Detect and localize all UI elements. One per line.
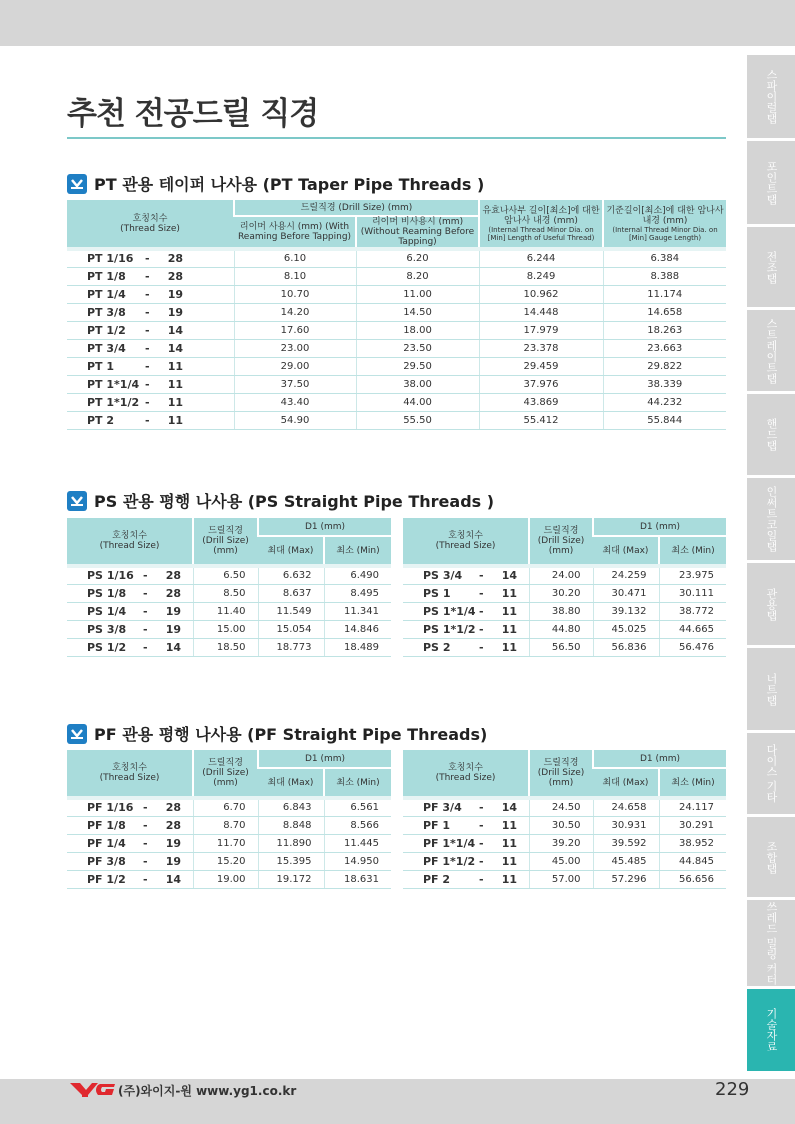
gauge-minor-dia-cell: 14.658: [603, 303, 726, 321]
thread-size-cell: PF 1*1/4 - 11: [403, 834, 529, 852]
table-row: [67, 638, 391, 656]
gauge-minor-dia-cell: 6.384: [603, 249, 726, 267]
reaming-drill-cell: 14.20: [234, 303, 356, 321]
table-row: [403, 584, 726, 602]
d1-max-cell: 6.843: [258, 798, 324, 816]
d1-min-cell: 14.950: [324, 852, 391, 870]
d1-min-cell: 30.291: [659, 816, 726, 834]
reaming-drill-cell: 37.50: [234, 375, 356, 393]
useful-minor-dia-cell: 8.249: [479, 267, 603, 285]
useful-minor-dia-cell: 29.459: [479, 357, 603, 375]
thread-size-cell: PS 1*1/4 - 11: [403, 602, 529, 620]
table-row: [67, 870, 391, 888]
section-arrow-icon: [67, 174, 87, 194]
drill-size-cell: 11.40: [193, 602, 258, 620]
d1-max-cell: 11.890: [258, 834, 324, 852]
useful-minor-dia-cell: 43.869: [479, 393, 603, 411]
without-reaming-header: 리이머 비사용시 (mm) (Without Reaming Before Tapping): [356, 216, 479, 249]
pt-section-heading: [67, 172, 484, 195]
reaming-drill-cell: 10.70: [234, 285, 356, 303]
side-tab-label: 관용탭: [765, 587, 778, 621]
max-header: 최대 (Max): [258, 536, 324, 566]
ps-table-left: [67, 518, 391, 657]
table-row: [67, 411, 726, 429]
min-header: 최소 (Min): [324, 536, 391, 566]
table-row: [67, 620, 391, 638]
useful-minor-dia-cell: 23.378: [479, 339, 603, 357]
thread-size-cell: PF 1 - 11: [403, 816, 529, 834]
thread-size-cell: PS 2 - 11: [403, 638, 529, 656]
d1-max-cell: 45.485: [593, 852, 659, 870]
d1-max-cell: 18.773: [258, 638, 324, 656]
thread-size-cell: PT 1/8 - 28: [67, 267, 234, 285]
thread-size-cell: PS 1/2 - 14: [67, 638, 193, 656]
thread-size-cell: PF 2 - 11: [403, 870, 529, 888]
reaming-drill-cell: 43.40: [234, 393, 356, 411]
no-reaming-drill-cell: 23.50: [356, 339, 479, 357]
min-header: 최소 (Min): [659, 536, 726, 566]
no-reaming-drill-cell: 55.50: [356, 411, 479, 429]
side-tab-label: 스트레이트탭: [765, 317, 778, 384]
no-reaming-drill-cell: 44.00: [356, 393, 479, 411]
drill-size-header: 드릴직경 (Drill Size) (mm): [529, 518, 593, 566]
ps-section-heading: [67, 489, 494, 512]
thread-size-header: 호칭치수 (Thread Size): [67, 750, 193, 798]
side-tab-6[interactable]: [747, 478, 795, 560]
thread-size-cell: PS 1/4 - 19: [67, 602, 193, 620]
reaming-drill-cell: 8.10: [234, 267, 356, 285]
max-header: 최대 (Max): [258, 768, 324, 798]
d1-min-cell: 56.476: [659, 638, 726, 656]
thread-size-cell: PT 2 - 11: [67, 411, 234, 429]
thread-size-cell: PF 1/16 - 28: [67, 798, 193, 816]
thread-size-cell: PT 1/4 - 19: [67, 285, 234, 303]
side-tab-5[interactable]: [747, 394, 795, 475]
thread-size-cell: PS 3/8 - 19: [67, 620, 193, 638]
d1-min-cell: 23.975: [659, 566, 726, 584]
thread-size-cell: PF 1*1/2 - 11: [403, 852, 529, 870]
d1-min-cell: 44.665: [659, 620, 726, 638]
pt-table: [67, 200, 726, 430]
table-row: [67, 584, 391, 602]
gauge-minor-dia-cell: 11.174: [603, 285, 726, 303]
table-row: [67, 249, 726, 267]
table-row: [403, 798, 726, 816]
drill-size-cell: 15.20: [193, 852, 258, 870]
side-tab-label: 핸드탭: [765, 418, 778, 451]
d1-max-cell: 57.296: [593, 870, 659, 888]
top-bar: [0, 0, 795, 46]
table-row: [67, 285, 726, 303]
drill-size-cell: 38.80: [529, 602, 593, 620]
side-tab-7[interactable]: [747, 563, 795, 645]
table-row: [67, 393, 726, 411]
d1-max-cell: 19.172: [258, 870, 324, 888]
d1-header: D1 (mm): [258, 518, 391, 536]
side-tab-8[interactable]: [747, 648, 795, 730]
title-rule: [67, 137, 726, 139]
useful-minor-dia-cell: 14.448: [479, 303, 603, 321]
thread-size-cell: PS 1*1/2 - 11: [403, 620, 529, 638]
useful-minor-dia-cell: 17.979: [479, 321, 603, 339]
drill-size-cell: 39.20: [529, 834, 593, 852]
d1-min-cell: 11.341: [324, 602, 391, 620]
thread-size-header: 호칭치수 (Thread Size): [67, 200, 234, 249]
drill-size-header: 드릴직경 (Drill Size) (mm): [193, 518, 258, 566]
side-tab-label: 포인트탭: [765, 160, 778, 205]
table-row: [67, 798, 391, 816]
max-header: 최대 (Max): [593, 768, 659, 798]
gauge-minor-dia-cell: 23.663: [603, 339, 726, 357]
d1-max-cell: 15.395: [258, 852, 324, 870]
table-row: [403, 852, 726, 870]
table-row: [67, 602, 391, 620]
drill-size-header: 드릴직경 (Drill Size) (mm): [193, 750, 258, 798]
d1-max-cell: 30.931: [593, 816, 659, 834]
reaming-drill-cell: 23.00: [234, 339, 356, 357]
drill-size-cell: 6.50: [193, 566, 258, 584]
thread-size-cell: PT 1 - 11: [67, 357, 234, 375]
drill-size-cell: 18.50: [193, 638, 258, 656]
side-tab-11[interactable]: [747, 900, 795, 986]
side-tab-label: 인써트코일탭: [765, 486, 778, 552]
reaming-drill-cell: 54.90: [234, 411, 356, 429]
drill-size-header: 드릴직경 (Drill Size) (mm): [529, 750, 593, 798]
table-row: [403, 816, 726, 834]
table-row: [67, 834, 391, 852]
thread-size-cell: PF 1/8 - 28: [67, 816, 193, 834]
thread-size-cell: PT 3/8 - 19: [67, 303, 234, 321]
d1-min-cell: 18.631: [324, 870, 391, 888]
table-row: [67, 303, 726, 321]
table-row: [403, 602, 726, 620]
no-reaming-drill-cell: 6.20: [356, 249, 479, 267]
drill-size-cell: 30.20: [529, 584, 593, 602]
pf-section-heading: [67, 722, 487, 745]
gauge-minor-dia-cell: 38.339: [603, 375, 726, 393]
d1-min-cell: 8.495: [324, 584, 391, 602]
drill-size-cell: 56.50: [529, 638, 593, 656]
thread-size-cell: PT 1*1/4 - 11: [67, 375, 234, 393]
thread-size-cell: PT 1*1/2 - 11: [67, 393, 234, 411]
side-tab-9[interactable]: [747, 733, 795, 814]
reaming-drill-cell: 17.60: [234, 321, 356, 339]
yg1-logo-icon: [68, 1081, 116, 1099]
thread-size-cell: PF 1/2 - 14: [67, 870, 193, 888]
d1-max-cell: 39.592: [593, 834, 659, 852]
d1-min-cell: 44.845: [659, 852, 726, 870]
page-title: 추천 전공드릴 직경: [67, 96, 319, 132]
table-row: [67, 321, 726, 339]
d1-max-cell: 11.549: [258, 602, 324, 620]
reaming-drill-cell: 29.00: [234, 357, 356, 375]
no-reaming-drill-cell: 8.20: [356, 267, 479, 285]
drill-size-cell: 11.70: [193, 834, 258, 852]
d1-max-cell: 8.848: [258, 816, 324, 834]
no-reaming-drill-cell: 38.00: [356, 375, 479, 393]
thread-size-cell: PS 1/8 - 28: [67, 584, 193, 602]
page-number: 229: [715, 1079, 750, 1100]
table-row: [403, 638, 726, 656]
drill-size-cell: 57.00: [529, 870, 593, 888]
table-row: [67, 339, 726, 357]
thread-size-cell: PS 3/4 - 14: [403, 566, 529, 584]
side-tab-label: 기술자료: [765, 1008, 778, 1052]
drill-size-cell: 8.70: [193, 816, 258, 834]
thread-size-cell: PF 3/4 - 14: [403, 798, 529, 816]
d1-min-cell: 24.117: [659, 798, 726, 816]
d1-max-cell: 30.471: [593, 584, 659, 602]
min-header: 최소 (Min): [324, 768, 391, 798]
no-reaming-drill-cell: 29.50: [356, 357, 479, 375]
table-row: [403, 566, 726, 584]
footer-company: (주)와이지-원 www.yg1.co.kr: [118, 1084, 297, 1098]
side-tab-12[interactable]: [747, 989, 795, 1071]
side-tab-label: 다이스 기타: [765, 744, 778, 803]
max-header: 최대 (Max): [593, 536, 659, 566]
side-tab-4[interactable]: [747, 310, 795, 391]
with-reaming-header: 리이머 사용시 (mm) (With Reaming Before Tapping): [234, 216, 356, 249]
no-reaming-drill-cell: 14.50: [356, 303, 479, 321]
gauge-minor-dia-cell: 29.822: [603, 357, 726, 375]
side-tab-1[interactable]: [747, 55, 795, 138]
table-row: [67, 816, 391, 834]
table-row: [403, 620, 726, 638]
thread-size-cell: PS 1 - 11: [403, 584, 529, 602]
d1-min-cell: 8.566: [324, 816, 391, 834]
table-row: [403, 834, 726, 852]
table-row: [67, 566, 391, 584]
drill-size-cell: 24.50: [529, 798, 593, 816]
d1-min-cell: 6.561: [324, 798, 391, 816]
drill-size-cell: 8.50: [193, 584, 258, 602]
d1-header: D1 (mm): [593, 518, 726, 536]
gauge-length-header: 기준길이[최소]에 대한 암나사 내경 (mm) (Internal Thread Minor Dia. on [Min] Gauge Length): [603, 200, 726, 249]
side-tab-label: 쓰레드 밀링 커터: [765, 901, 778, 985]
useful-minor-dia-cell: 37.976: [479, 375, 603, 393]
drill-size-cell: 44.80: [529, 620, 593, 638]
thread-size-cell: PS 1/16 - 28: [67, 566, 193, 584]
d1-max-cell: 56.836: [593, 638, 659, 656]
pf-table-right: [403, 750, 726, 889]
d1-min-cell: 38.772: [659, 602, 726, 620]
side-tab-10[interactable]: [747, 817, 795, 897]
no-reaming-drill-cell: 18.00: [356, 321, 479, 339]
d1-max-cell: 8.637: [258, 584, 324, 602]
pf-table-left: [67, 750, 391, 889]
thread-size-header: 호칭치수 (Thread Size): [403, 518, 529, 566]
d1-header: D1 (mm): [258, 750, 391, 768]
thread-size-cell: PF 3/8 - 19: [67, 852, 193, 870]
d1-min-cell: 18.489: [324, 638, 391, 656]
useful-minor-dia-cell: 6.244: [479, 249, 603, 267]
side-tab-3[interactable]: [747, 227, 795, 307]
useful-length-header: 유효나사부 길이[최소]에 대한 암나사 내경 (mm) (Internal Thread Minor Dia. on [Min] Length of Useful Thread): [479, 200, 603, 249]
gauge-minor-dia-cell: 55.844: [603, 411, 726, 429]
d1-min-cell: 38.952: [659, 834, 726, 852]
d1-min-cell: 11.445: [324, 834, 391, 852]
d1-min-cell: 30.111: [659, 584, 726, 602]
d1-max-cell: 24.658: [593, 798, 659, 816]
drill-size-cell: 6.70: [193, 798, 258, 816]
ps-table-right: [403, 518, 726, 657]
thread-size-header: 호칭치수 (Thread Size): [403, 750, 529, 798]
d1-max-cell: 6.632: [258, 566, 324, 584]
thread-size-cell: PT 1/16 - 28: [67, 249, 234, 267]
reaming-drill-cell: 6.10: [234, 249, 356, 267]
table-row: [67, 357, 726, 375]
table-row: [67, 375, 726, 393]
d1-max-cell: 45.025: [593, 620, 659, 638]
section-arrow-icon: [67, 724, 87, 744]
drill-size-cell: 45.00: [529, 852, 593, 870]
table-row: [67, 267, 726, 285]
side-tab-label: 너트탭: [765, 672, 778, 706]
side-tab-label: 스파이럴탭: [765, 69, 778, 124]
useful-minor-dia-cell: 10.962: [479, 285, 603, 303]
table-row: [67, 852, 391, 870]
drill-size-cell: 19.00: [193, 870, 258, 888]
useful-minor-dia-cell: 55.412: [479, 411, 603, 429]
gauge-minor-dia-cell: 18.263: [603, 321, 726, 339]
d1-min-cell: 6.490: [324, 566, 391, 584]
d1-max-cell: 24.259: [593, 566, 659, 584]
thread-size-cell: PT 3/4 - 14: [67, 339, 234, 357]
ps-section-title: PS 관용 평행 나사용 (PS Straight Pipe Threads ): [94, 492, 495, 511]
side-tab-label: 전조탭: [765, 250, 778, 284]
thread-size-cell: PF 1/4 - 19: [67, 834, 193, 852]
no-reaming-drill-cell: 11.00: [356, 285, 479, 303]
d1-header: D1 (mm): [593, 750, 726, 768]
drill-size-header: 드릴직경 (Drill Size) (mm): [234, 200, 479, 216]
drill-size-cell: 15.00: [193, 620, 258, 638]
thread-size-header: 호칭치수 (Thread Size): [67, 518, 193, 566]
side-tab-label: 조합탭: [765, 840, 778, 874]
d1-min-cell: 14.846: [324, 620, 391, 638]
gauge-minor-dia-cell: 44.232: [603, 393, 726, 411]
d1-max-cell: 39.132: [593, 602, 659, 620]
gauge-minor-dia-cell: 8.388: [603, 267, 726, 285]
drill-size-cell: 24.00: [529, 566, 593, 584]
d1-min-cell: 56.656: [659, 870, 726, 888]
thread-size-cell: PT 1/2 - 14: [67, 321, 234, 339]
section-arrow-icon: [67, 491, 87, 511]
pt-section-title: PT 관용 테이퍼 나사용 (PT Taper Pipe Threads ): [94, 175, 485, 194]
side-tab-2[interactable]: [747, 141, 795, 224]
d1-max-cell: 15.054: [258, 620, 324, 638]
min-header: 최소 (Min): [659, 768, 726, 798]
table-row: [403, 870, 726, 888]
drill-size-cell: 30.50: [529, 816, 593, 834]
pf-section-title: PF 관용 평행 나사용 (PF Straight Pipe Threads): [94, 725, 488, 744]
